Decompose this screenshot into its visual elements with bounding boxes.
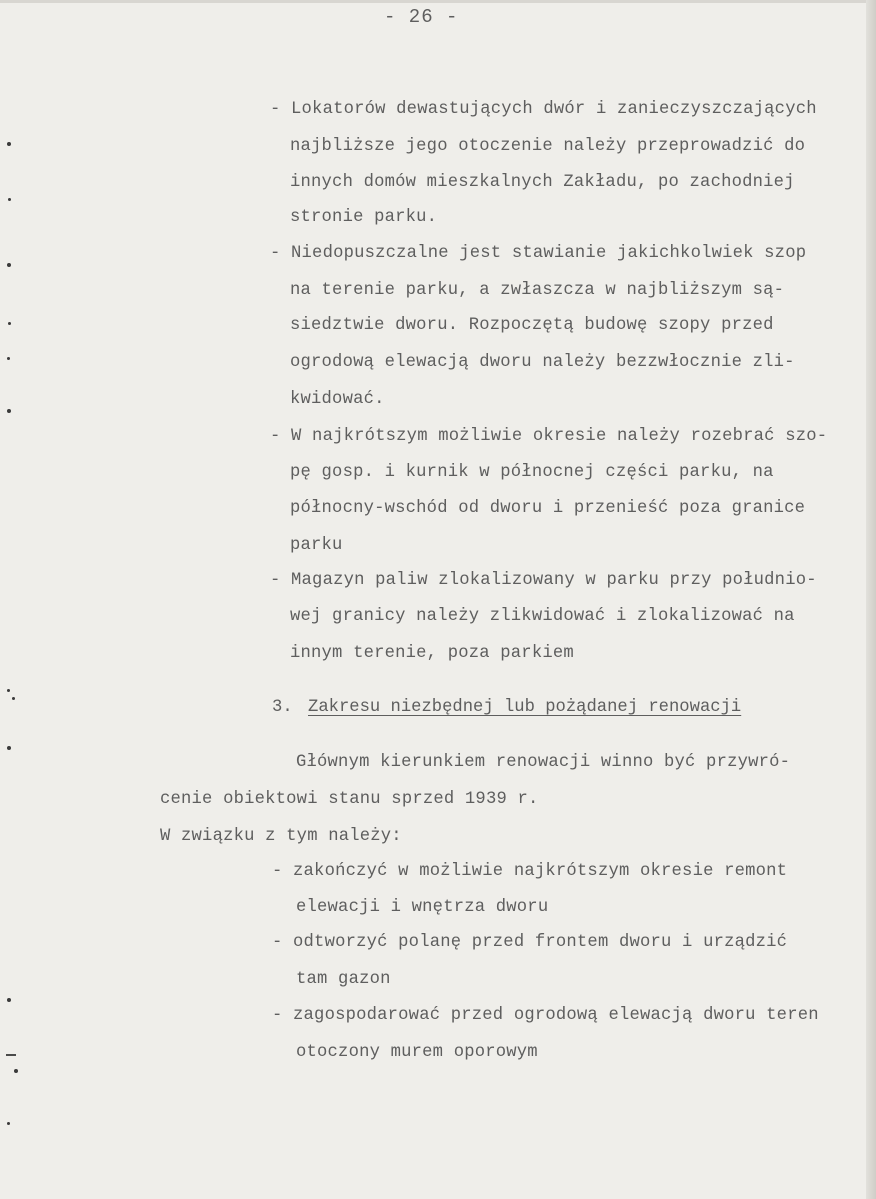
margin-mark bbox=[6, 1054, 16, 1056]
text-line: - odtworzyć polanę przed frontem dworu i urządzić bbox=[272, 933, 788, 952]
page-right-edge bbox=[866, 0, 876, 1199]
text-line: parku bbox=[290, 536, 343, 555]
margin-mark bbox=[7, 689, 10, 692]
text-line: innych domów mieszkalnych Zakładu, po zachodniej bbox=[290, 173, 795, 192]
margin-mark bbox=[8, 322, 11, 325]
text-line: cenie obiektowi stanu sprzed 1939 r. bbox=[160, 790, 539, 809]
text-line: stronie parku. bbox=[290, 208, 438, 227]
text-line: - W najkrótszym możliwie okresie należy rozebrać szo- bbox=[270, 427, 828, 446]
text-line: tam gazon bbox=[296, 970, 391, 989]
text-line: kwidować. bbox=[290, 390, 385, 409]
text-line: - zakończyć w możliwie najkrótszym okresie remont bbox=[272, 862, 788, 881]
text-line: otoczony murem oporowym bbox=[296, 1043, 538, 1062]
margin-mark bbox=[14, 1069, 18, 1073]
text-line: innym terenie, poza parkiem bbox=[290, 644, 574, 663]
margin-mark bbox=[7, 142, 11, 146]
margin-mark bbox=[7, 746, 11, 750]
text-line: ogrodową elewacją dworu należy bezzwłocznie zli- bbox=[290, 353, 795, 372]
page-top-edge bbox=[0, 0, 876, 3]
margin-mark bbox=[7, 1122, 10, 1125]
text-line: elewacji i wnętrza dworu bbox=[296, 898, 549, 917]
text-line: wej granicy należy zlikwidować i zlokalizować na bbox=[290, 607, 795, 626]
section-number: 3. bbox=[272, 698, 293, 717]
margin-mark bbox=[7, 263, 11, 267]
text-line: - Lokatorów dewastujących dwór i zanieczyszczających bbox=[270, 100, 817, 119]
text-line: pę gosp. i kurnik w północnej części parku, na bbox=[290, 463, 774, 482]
section-title: Zakresu niezbędnej lub pożądanej renowacji bbox=[308, 698, 742, 717]
margin-mark bbox=[7, 998, 11, 1002]
text-line: - zagospodarować przed ogrodową elewacją dworu teren bbox=[272, 1006, 819, 1025]
text-line: - Niedopuszczalne jest stawianie jakichkolwiek szop bbox=[270, 244, 807, 263]
text-line: najbliższe jego otoczenie należy przeprowadzić do bbox=[290, 137, 806, 156]
margin-mark bbox=[7, 357, 10, 360]
text-line: - Magazyn paliw zlokalizowany w parku przy południo- bbox=[270, 571, 817, 590]
text-line: siedztwie dworu. Rozpoczętą budowę szopy przed bbox=[290, 316, 774, 335]
text-line: na terenie parku, a zwłaszcza w najbliższym są- bbox=[290, 281, 785, 300]
text-line: Głównym kierunkiem renowacji winno być przywró- bbox=[296, 753, 791, 772]
margin-mark bbox=[7, 409, 11, 413]
margin-mark bbox=[12, 697, 15, 700]
page-number: - 26 - bbox=[384, 6, 459, 28]
text-line: północny-wschód od dworu i przenieść poza granice bbox=[290, 499, 806, 518]
text-line: W związku z tym należy: bbox=[160, 827, 402, 846]
margin-mark bbox=[8, 198, 11, 201]
